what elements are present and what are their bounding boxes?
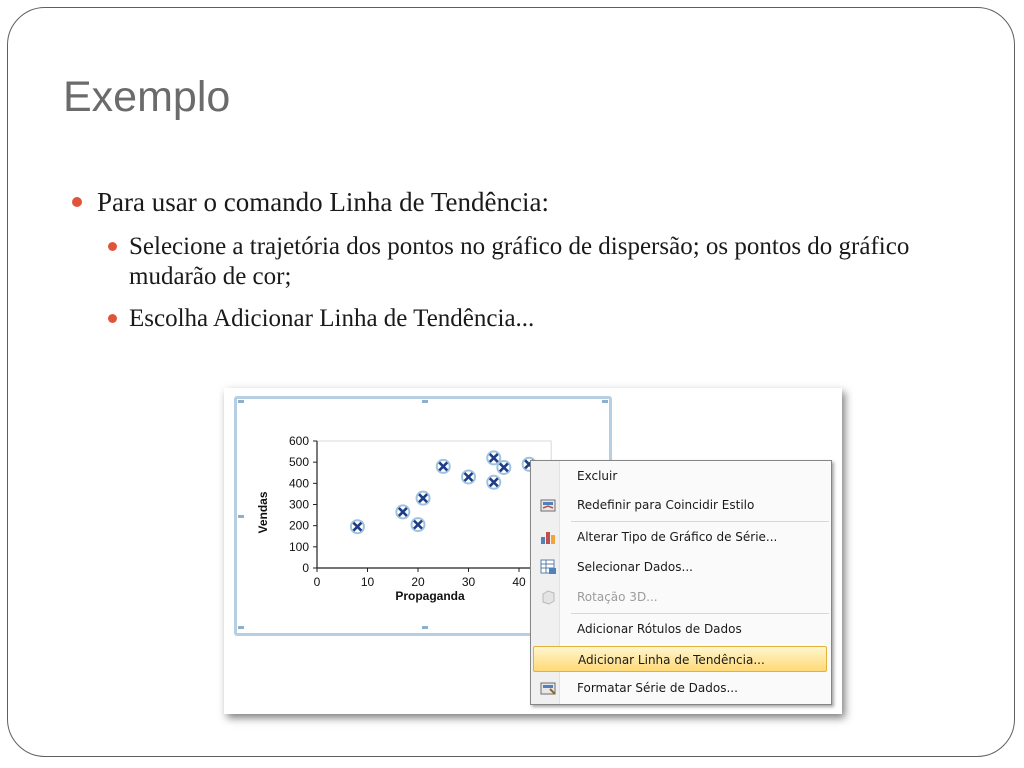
x-tick-label: 0 [313, 575, 321, 589]
menu-item-label: Redefinir para Coincidir Estilo [577, 498, 755, 512]
resize-handle[interactable] [422, 626, 428, 629]
bullet-dot-icon [72, 197, 82, 207]
y-tick-label: 200 [288, 518, 309, 533]
menu-item-alterar-tipo[interactable] [533, 524, 827, 550]
sub-bullet-2 [106, 304, 972, 334]
sub-bullet-1-text: Selecione a trajetória dos pontos no gráfico de dispersão; os pontos do gráfico mudarão de cor; [129, 233, 910, 290]
x-tick-label: 40 [512, 575, 526, 589]
resize-handle[interactable] [238, 400, 244, 403]
x-tick-label: 20 [411, 575, 425, 589]
x-axis-title: Propaganda [395, 589, 465, 603]
resize-handle[interactable] [602, 400, 608, 403]
data-point[interactable] [487, 476, 500, 489]
bullet-dot-icon [108, 314, 117, 323]
menu-item-formatar-serie[interactable] [533, 675, 827, 701]
bullet-main [72, 184, 972, 220]
slide-title: Exemplo [63, 73, 231, 121]
menu-item-redefinir[interactable] [533, 492, 827, 518]
menu-item-excluir[interactable] [533, 463, 827, 489]
data-point[interactable] [417, 492, 430, 505]
bullet-dot-icon [108, 242, 117, 251]
y-tick-label: 500 [288, 455, 309, 470]
plot-area [317, 441, 551, 568]
context-menu [530, 460, 832, 705]
data-point[interactable] [497, 461, 510, 474]
data-point[interactable] [437, 460, 450, 473]
menu-item-label: Alterar Tipo de Gráfico de Série... [577, 530, 778, 544]
sub-bullet-2-text: Escolha Adicionar Linha de Tendência... [129, 305, 535, 332]
menu-separator [571, 521, 829, 522]
menu-item-label: Excluir [577, 469, 618, 483]
menu-item-rotacao-3d[interactable] [533, 584, 827, 610]
x-tick-label: 30 [461, 575, 476, 589]
menu-item-label: Formatar Série de Dados... [577, 681, 738, 695]
bullet-main-text: Para usar o comando Linha de Tendência: [97, 187, 549, 217]
reset-style-icon [540, 497, 557, 513]
resize-handle[interactable] [238, 626, 244, 629]
menu-item-selecionar-dados[interactable] [533, 554, 827, 580]
menu-item-adicionar-rotulos[interactable] [533, 616, 827, 642]
y-tick-label: 0 [302, 561, 309, 575]
bullet-list [72, 184, 972, 334]
excel-screenshot [224, 388, 842, 714]
rotation-3d-icon [540, 589, 557, 605]
format-series-icon [540, 680, 557, 696]
menu-item-label: Selecionar Dados... [577, 560, 693, 574]
sub-bullet-1 [106, 232, 972, 292]
y-tick-label: 300 [288, 497, 309, 512]
resize-handle[interactable] [238, 515, 244, 518]
y-tick-label: 100 [288, 539, 309, 554]
select-data-icon [540, 559, 557, 575]
menu-separator [571, 613, 829, 614]
menu-item-label: Adicionar Linha de Tendência... [578, 653, 765, 667]
data-point[interactable] [412, 518, 425, 531]
y-tick-label: 400 [288, 476, 309, 491]
x-tick-label: 10 [360, 575, 375, 589]
y-axis-title: Vendas [256, 491, 270, 534]
data-point[interactable] [396, 505, 409, 518]
menu-item-label: Rotação 3D... [577, 590, 658, 604]
resize-handle[interactable] [422, 400, 428, 403]
data-point[interactable] [462, 470, 475, 483]
y-tick-label: 600 [288, 434, 309, 448]
menu-item-adicionar-linha-tendencia[interactable] [533, 646, 827, 672]
menu-item-label: Adicionar Rótulos de Dados [577, 622, 742, 636]
data-point[interactable] [351, 520, 364, 533]
chart-type-icon [540, 529, 557, 545]
